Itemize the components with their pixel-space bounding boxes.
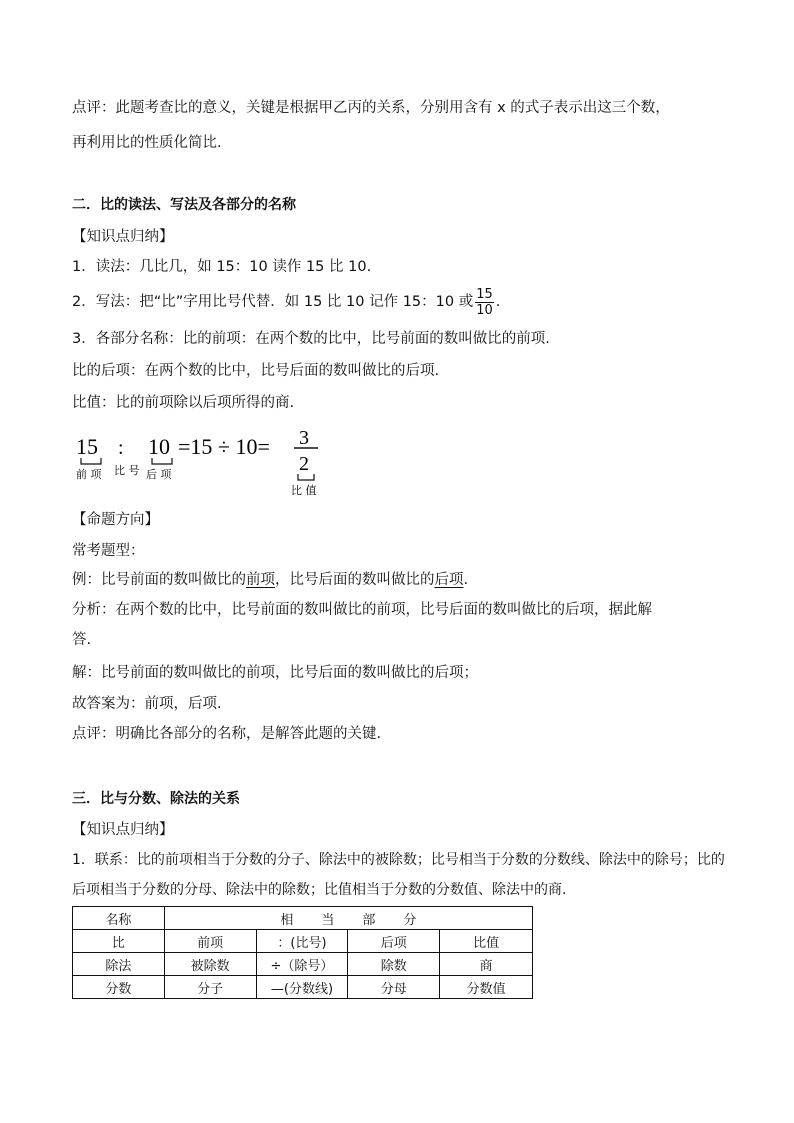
table-cell: ÷（除号） [256,953,348,976]
example-text-2: ，比号后面的数叫做比的 [275,572,435,588]
table-row [73,953,533,976]
ratio-value-definition: 比值：比的前项除以后项所得的商. [72,395,295,411]
table-cell: 商 [440,953,533,976]
label-back-term: 后 项 [146,468,172,481]
example-text-3: . [463,572,469,588]
reading-item: 1．读法：几比几，如 15：10 读作 15 比 10. [72,259,372,275]
example-answer-1: 前项 [246,572,275,588]
example-answer-2: 后项 [434,572,464,588]
table-cell: 分数 [73,976,165,999]
table-cell: 除法 [73,953,165,976]
ratio-parts-figure [72,424,332,500]
table-row [73,930,533,953]
writing-item-end: . [495,294,501,310]
direction-label: 【命题方向】 [72,512,159,528]
fraction-numerator: 15 [476,286,493,302]
fraction-15-10 [475,287,494,318]
section2-knowledge-label: 【知识点归纳】 [72,229,174,245]
label-front-term: 前 项 [76,468,102,481]
answer-line: 故答案为：前项，后项. [72,696,222,712]
table-cell: 分数值 [440,976,533,999]
writing-item [72,284,500,320]
parts-item: 3．各部分名称：比的前项：在两个数的比中，比号前面的数叫做比的前项. [72,331,550,347]
table-header-span-text: 相当部分 [280,912,445,928]
diagram-back-number: 10 [148,434,170,459]
relation-table [72,906,533,999]
table-header-name: 名称 [73,907,165,930]
diagram-front-number: 15 [76,434,98,459]
table-cell: 分子 [164,976,256,999]
section3-heading: 三．比与分数、除法的关系 [72,791,240,807]
writing-item-text: 2．写法：把“比”字用比号代替．如 15 比 10 记作 15：10 或 [72,294,474,310]
table-cell: 比 [73,930,165,953]
label-ratio-value: 比 值 [291,484,317,497]
common-type: 常考题型： [72,543,145,559]
link-line-1: 1．联系：比的前项相当于分数的分子、除法中的被除数；比号相当于分数的分数线、除法中的除号；比的 [72,852,725,868]
analysis-line-1: 分析：在两个数的比中，比号前面的数叫做比的前项，比号后面的数叫做比的后项，据此解 [72,602,652,618]
example-question [72,570,468,590]
comment-line-2: 再利用比的性质化简比. [72,135,222,151]
solution-line: 解：比号前面的数叫做比的前项，比号后面的数叫做比的后项； [72,665,478,681]
section2-heading: 二．比的读法、写法及各部分的名称 [72,197,296,213]
table-cell: 前项 [164,930,256,953]
back-term-definition: 比的后项：在两个数的比中，比号后面的数叫做比的后项. [72,363,440,379]
table-cell: 分母 [348,976,440,999]
table-row [73,976,533,999]
table-cell: ：(比号) [256,930,348,953]
analysis-line-2: 答. [72,632,92,648]
table-cell: 比值 [440,930,533,953]
table-header-row [73,907,533,930]
section2-comment: 点评：明确比各部分的名称，是解答此题的关键. [72,726,382,742]
diagram-equation: =15 ÷ 10= [178,434,270,459]
link-line-2: 后项相当于分数的分母、除法中的除数；比值相当于分数的分数值、除法中的商. [72,882,567,898]
comment-line-1: 点评：此题考查比的意义，关键是根据甲乙丙的关系，分别用含有 x 的式子表示出这三个数， [72,100,670,116]
diagram-value-numerator: 3 [299,427,309,449]
table-header-span [164,907,532,930]
label-colon: 比 号 [114,464,140,477]
table-cell: 后项 [348,930,440,953]
fraction-denominator: 10 [476,302,493,318]
table-cell: 被除数 [164,953,256,976]
diagram-colon: : [118,437,124,459]
table-cell: —(分数线) [256,976,348,999]
table-cell: 除数 [348,953,440,976]
section3-knowledge-label: 【知识点归纳】 [72,822,174,838]
diagram-value-denominator: 2 [299,453,309,475]
example-text-1: 例：比号前面的数叫做比的 [72,572,246,588]
ratio-parts-diagram [72,424,332,500]
